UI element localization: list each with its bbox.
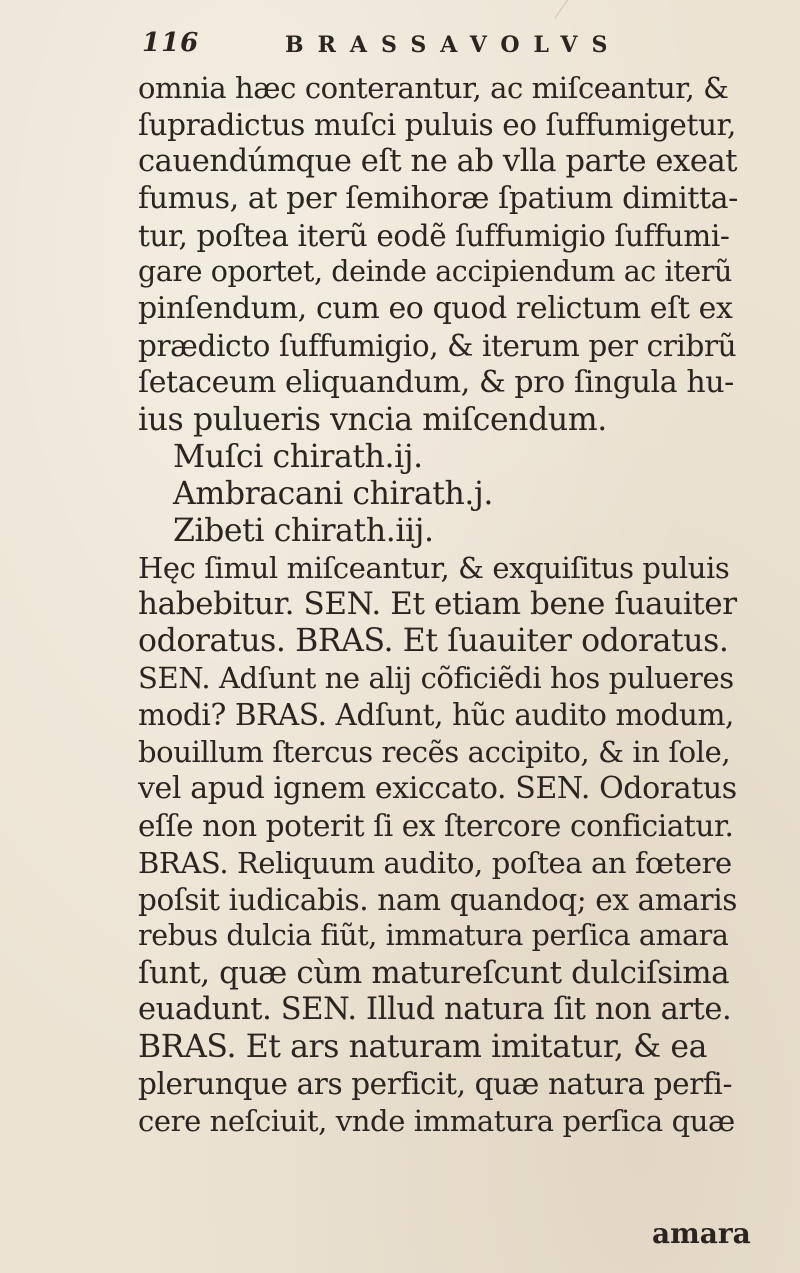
- text-line: vel apud ignem exiccato. SEN. Odoratus: [138, 770, 737, 806]
- text-line: habebitur. SEN. Et etiam bene ſuauiter: [138, 586, 737, 623]
- text-line: odoratus. BRAS. Et ſuauiter odoratus.: [138, 623, 729, 660]
- text-line: modi? BRAS. Adſunt, hũc audito modum,: [138, 698, 735, 733]
- paper-crease: [554, 0, 578, 26]
- text-line: gare oportet, deinde accipiendum ac iterũ: [138, 255, 732, 289]
- text-line: poſsit iudicabis. nam quandoq; ex amaris: [138, 882, 737, 917]
- text-line: bouillum ſtercus recẽs accipito, & in ſole,: [138, 735, 731, 770]
- text-line: BRAS. Reliquum audito, poſtea an fœtere: [138, 845, 732, 880]
- text-line: ſupradictus muſci puluis eo ſuffumigetur,: [138, 107, 736, 142]
- text-line: ſetaceum eliquandum, & pro ſingula hu-: [138, 365, 734, 401]
- text-line: tur, poſtea iterũ eodẽ ſuffumigio ſuffumi-: [138, 218, 730, 253]
- text-line: cere neſciuit, vnde immatura perſica quæ: [138, 1103, 735, 1138]
- text-line: ſunt, quæ cùm matureſcunt dulciſsima: [138, 955, 730, 992]
- catchword: amara: [652, 1217, 751, 1250]
- recipe-line: Zibeti chirath.iij.: [173, 512, 434, 549]
- page-header: [142, 28, 742, 68]
- text-line: pinſendum, cum eo quod relictum eſt ex: [138, 291, 733, 327]
- text-line: fumus, at per ſemihoræ ſpatium dimitta-: [138, 180, 738, 216]
- text-line: BRAS. Et ars naturam imitatur, & ea: [138, 1029, 708, 1066]
- text-line: prædicto ſuffumigio, & iterum per cribrũ: [138, 329, 737, 364]
- text-line: euadunt. SEN. Illud natura ſit non arte.: [138, 992, 732, 1028]
- text-line: rebus dulcia fiũt, immatura perſica amara: [138, 919, 729, 953]
- text-line: cauendúmque eſt ne ab vlla parte exeat: [138, 143, 738, 179]
- text-line: SEN. Adſunt ne alij cõficiẽdi hos pulueres: [138, 661, 734, 696]
- text-line: plerunque ars perficit, quæ natura perfi-: [138, 1067, 733, 1102]
- page-number: 116: [142, 28, 200, 58]
- text-line: eſſe non poterit ſi ex ſtercore conficiatur.: [138, 808, 734, 843]
- text-line: Hęc ſimul miſceantur, & exquiſitus puluis: [138, 550, 730, 585]
- text-line: ius pulueris vncia miſcendum.: [138, 402, 607, 439]
- running-head: BRASSAVOLVS: [285, 32, 622, 58]
- recipe-line: Ambracani chirath.j.: [173, 475, 493, 512]
- recipe-line: Muſci chirath.ij.: [173, 438, 423, 475]
- body-text: [138, 70, 738, 1140]
- text-line: omnia hæc conterantur, ac miſceantur, &: [138, 71, 729, 105]
